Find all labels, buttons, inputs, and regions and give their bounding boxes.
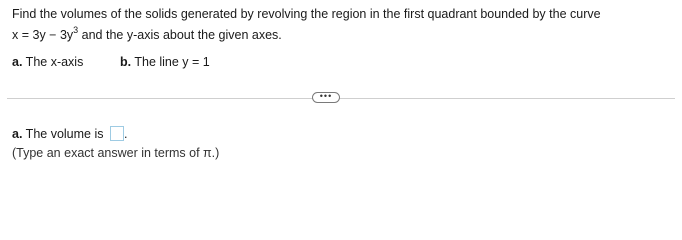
answer-trailing: . xyxy=(123,127,128,141)
part-b-text: The line y = 1 xyxy=(131,55,210,69)
question-line-2 xyxy=(12,26,282,42)
answer-row xyxy=(12,126,127,141)
answer-label: The volume is xyxy=(22,127,107,141)
answer-hint: (Type an exact answer in terms of π.) xyxy=(12,146,220,160)
part-b-letter: b. xyxy=(120,55,132,69)
section-divider xyxy=(7,98,675,99)
parts-row xyxy=(12,55,210,69)
answer-letter: a. xyxy=(12,127,23,141)
equation-text: x = 3y − 3y xyxy=(12,28,74,43)
equation-exponent: 3 xyxy=(73,25,79,35)
part-a xyxy=(12,55,83,69)
question-line-1: Find the volumes of the solids generated by revolving the region in the first quadrant bounded by the curve xyxy=(12,7,601,21)
part-a-text: The x-axis xyxy=(22,55,84,69)
part-a-letter: a. xyxy=(12,55,23,69)
question-line-2-rest: and the y-axis about the given axes. xyxy=(78,28,282,43)
volume-answer-input[interactable] xyxy=(110,126,124,141)
expand-button[interactable]: ••• xyxy=(312,92,340,103)
part-b xyxy=(120,55,210,69)
